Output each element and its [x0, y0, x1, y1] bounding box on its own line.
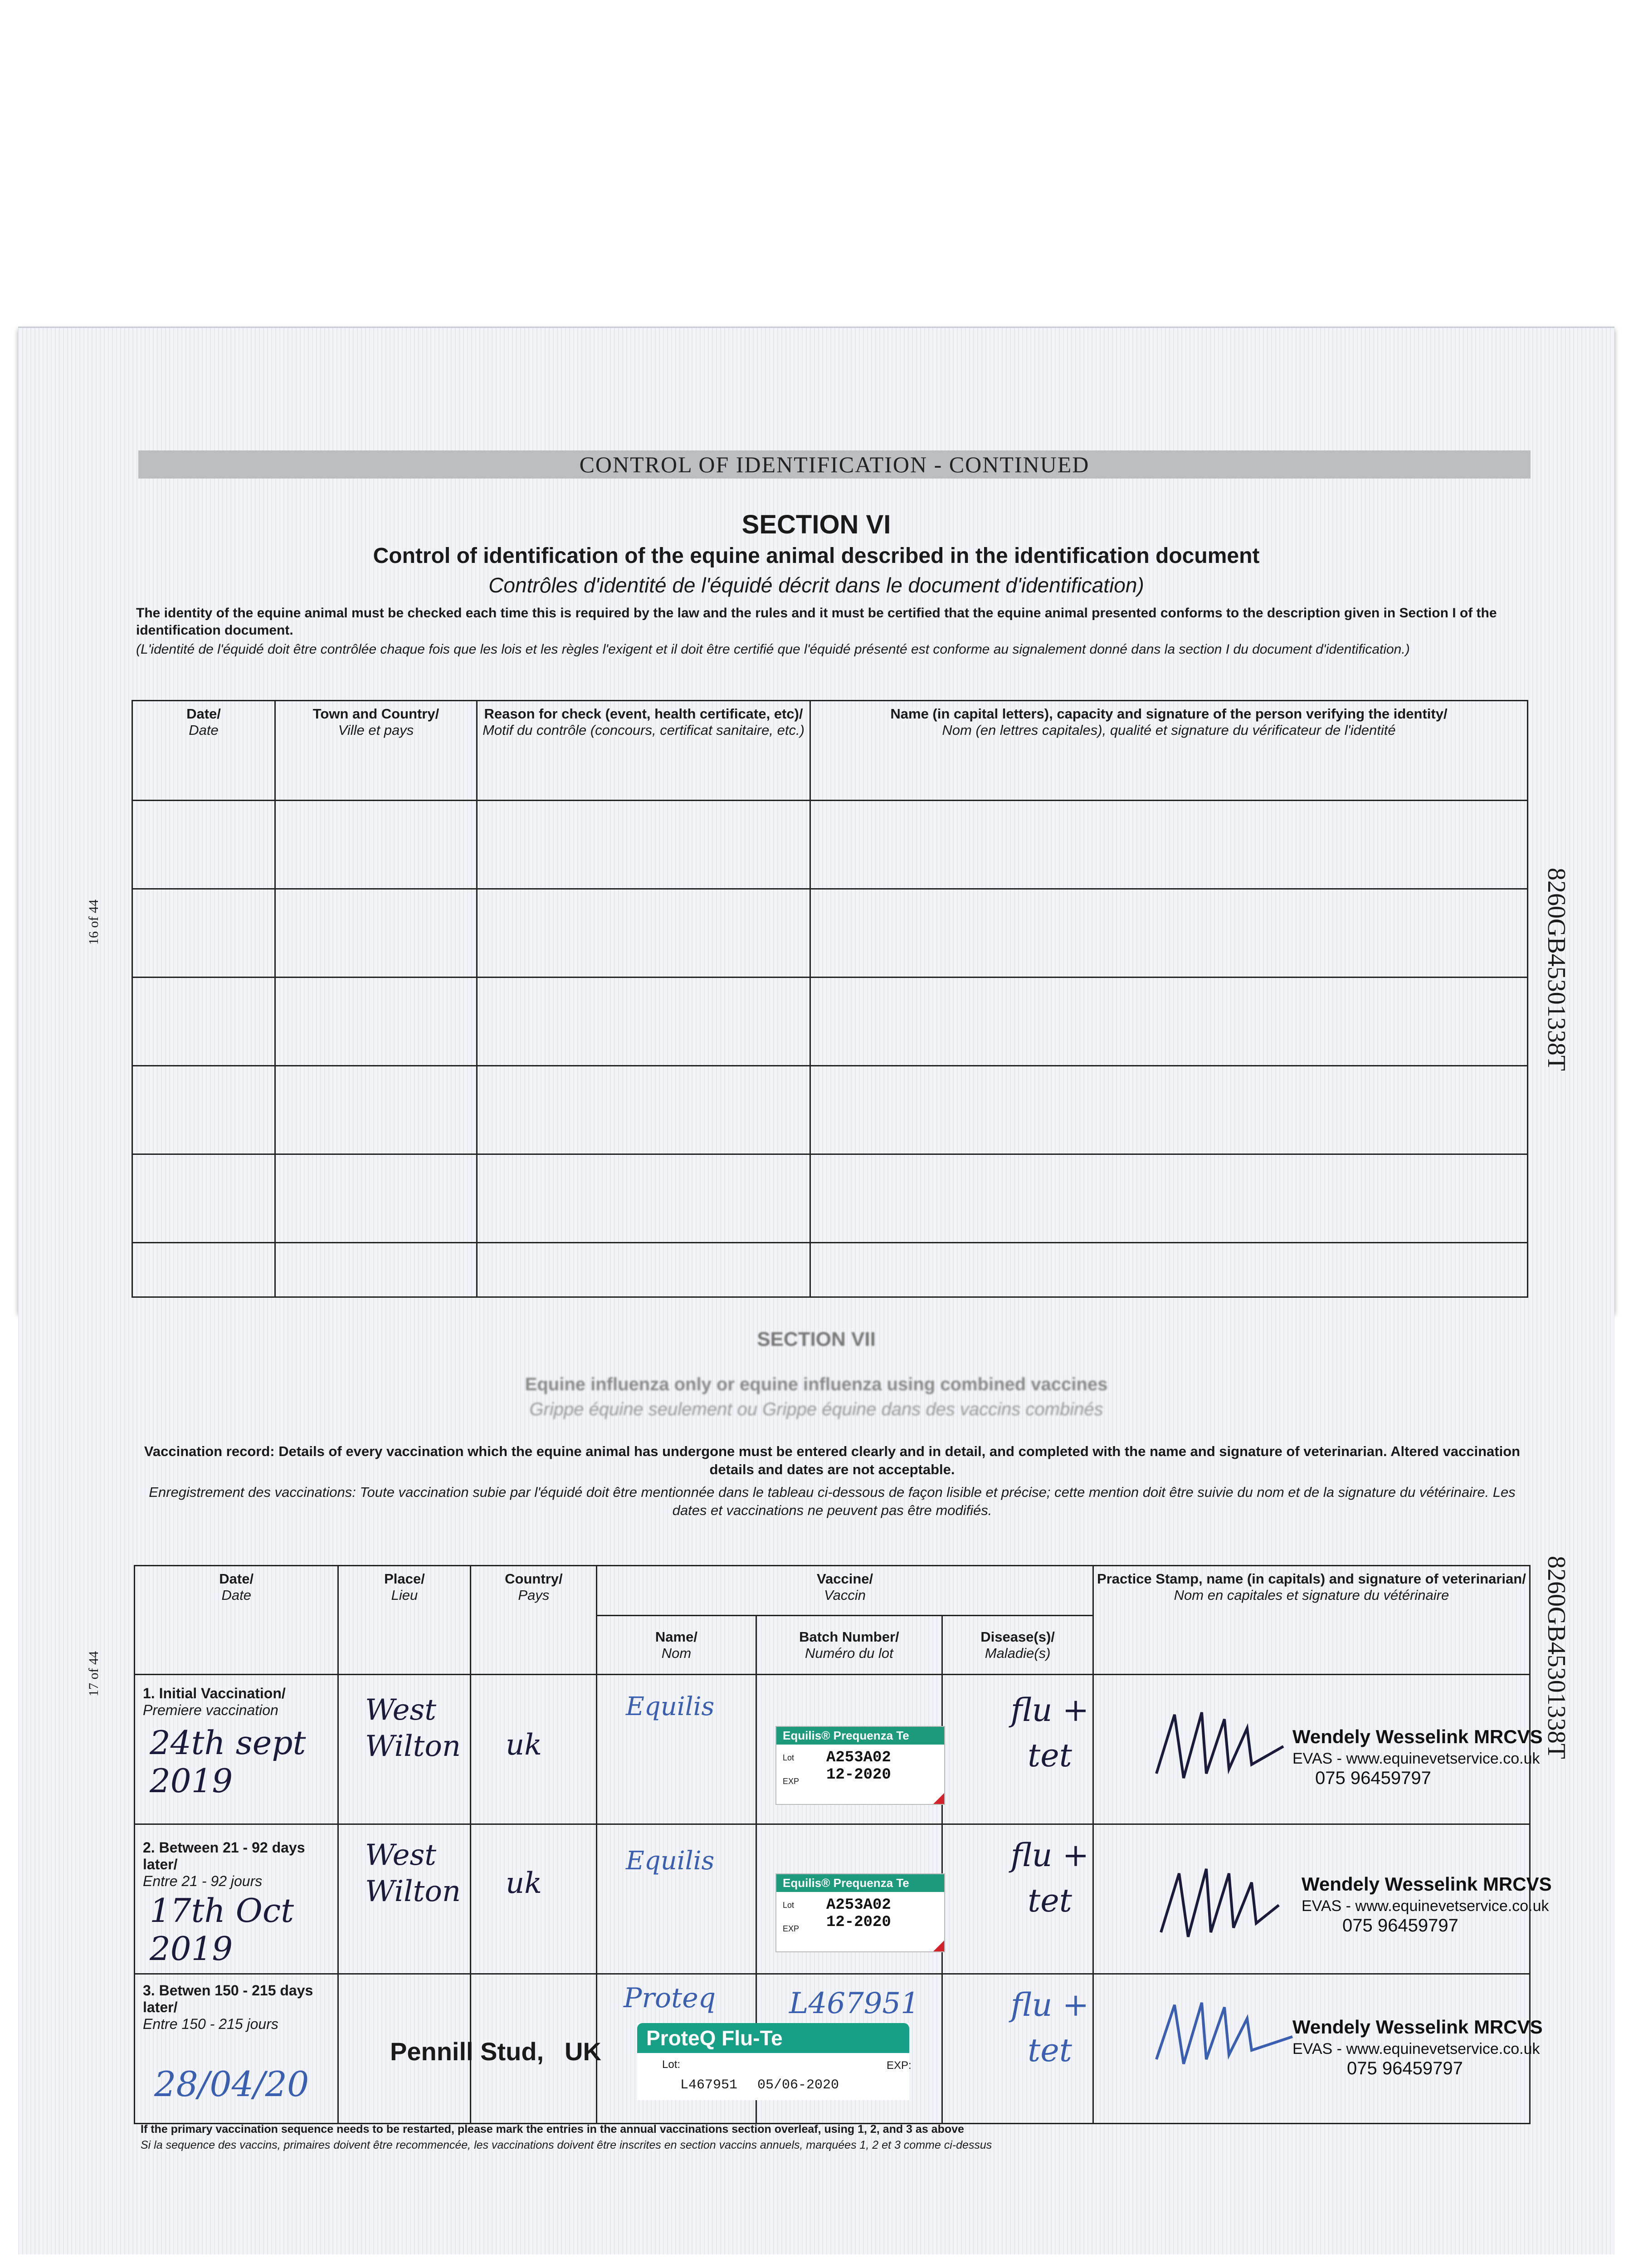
row-1-label: 1. Initial Vaccination/ Premiere vaccination	[143, 1685, 286, 1718]
row-3-signature	[1147, 1991, 1297, 2073]
row-2-date: 17th Oct 2019	[150, 1892, 294, 1968]
footnote: If the primary vaccination sequence needs to be restarted, please mark the entries in the annual vaccinations section overleaf, using 1, 2, and 3 as above	[141, 2123, 964, 2136]
row-2-country: uk	[506, 1867, 542, 1900]
row-2-signature	[1147, 1855, 1288, 1946]
col-header-name: Name/ Nom	[597, 1616, 756, 1675]
row-1-batch-sticker: Equilis® Prequenza Te Lot EXP A253A02 12-2020	[775, 1726, 945, 1805]
page-title-fr: Contrôles d'identité de l'équidé décrit dans le document d'identification)	[488, 573, 1144, 597]
section-title: SECTION VI	[741, 510, 891, 539]
row-3-label: 3. Betwen 150 - 215 days later/ Entre 150 - 215 jours	[143, 1982, 313, 2032]
row-1-disease: flu + tet	[1010, 1691, 1089, 1774]
row-3-vaccine-name: Proteq	[624, 1982, 716, 2014]
page-16	[18, 327, 1614, 1312]
table-row	[132, 801, 1528, 889]
table-row	[132, 1066, 1528, 1154]
identity-check-table	[132, 700, 1528, 1298]
col-header-batch: Batch Number/ Numéro du lot	[756, 1616, 942, 1675]
row-1-signature	[1147, 1701, 1288, 1792]
page-title: Equine influenza only or equine influenza using combined vaccines	[525, 1374, 1108, 1394]
intro-text: Vaccination record: Details of every vaccination which the equine animal has undergone must be entered clearly and in detail, and completed with the name and signature of veterinarian. Altered vaccination details and dates are not acceptable.	[144, 1443, 1521, 1477]
col-header-country: Country/ Pays	[471, 1566, 597, 1675]
row-3-disease: flu + tet	[1010, 1986, 1089, 2069]
col-header-disease: Disease(s)/ Maladie(s)	[942, 1616, 1093, 1675]
row-2-place: West Wilton	[365, 1838, 461, 1908]
row-2-label: 2. Between 21 - 92 days later/ Entre 21 - 92 jours	[143, 1839, 305, 1889]
table-row	[132, 889, 1528, 978]
row-3-vet-stamp: Wendely Wesselink MRCVS EVAS - www.equinevetservice.co.uk 075 96459797	[1292, 2016, 1543, 2078]
intro-text-fr: Enregistrement des vaccinations: Toute vaccination subie par l'équidé doit être mentionnée dans le tableau ci-dessous de façon lisible et précise; cette mention doit être suivie du nom et de la signature du vétérinaire. Les dates et vaccinations ne peuvent pas être modifiés.	[149, 1484, 1516, 1518]
col-header-verifier: Name (in capital letters), capacity and signature of the person verifying the identity/ Nom (en lettres capitales), qualité et signature du vérificateur de l'identité	[810, 701, 1528, 801]
row-1-date: 24th sept 2019	[150, 1724, 306, 1800]
table-row	[132, 978, 1528, 1066]
page-number: 16 of 44	[86, 899, 101, 945]
col-header-date: Date/ Date	[132, 701, 275, 801]
col-header-reason: Reason for check (event, health certificate, etc)/ Motif du contrôle (concours, certificat sanitaire, etc.)	[477, 701, 810, 801]
row-3-batch-sticker: ProteQ Flu-Te Lot: EXP: L467951 05/06-2020	[637, 2023, 909, 2100]
document-id: 8260GB45301338T	[1542, 868, 1570, 1071]
row-3-place: Pennill Stud,	[390, 2037, 544, 2066]
col-header-vaccine: Vaccine/ Vaccin	[597, 1566, 1093, 1616]
col-header-place: Place/ Lieu	[338, 1566, 471, 1675]
footnote-fr: Si la sequence des vaccins, primaires doivent être recommencée, les vaccinations doivent être inscrites en section vaccins annuels, marquées 1, 2 et 3 comme ci-dessus	[141, 2139, 992, 2151]
document-id: 8260GB45301338T	[1542, 1556, 1570, 1759]
row-1-country: uk	[506, 1728, 542, 1762]
intro-text-fr: (L'identité de l'équidé doit être contrôlée chaque fois que les lois et les règles l'exigent et il doit être certifié que l'équidé présenté est conforme au signalement donné dans la section I du document d'identification.)	[136, 642, 1410, 657]
page-title: Control of identification of the equine animal described in the identification document	[373, 544, 1260, 568]
section-banner: CONTROL OF IDENTIFICATION - CONTINUED	[138, 450, 1531, 479]
section-title: SECTION VII	[757, 1328, 876, 1350]
row-3-batch-handwritten: L467951	[789, 1987, 919, 2020]
row-2-disease: flu + tet	[1010, 1837, 1089, 1919]
row-2-vet-stamp: Wendely Wesselink MRCVS EVAS - www.equinevetservice.co.uk 075 96459797	[1302, 1873, 1552, 1936]
page-title-fr: Grippe équine seulement ou Grippe équine dans des vaccins combinés	[529, 1399, 1103, 1419]
row-1-place: West Wilton	[365, 1693, 461, 1763]
row-2-vaccine-name: Equilis	[626, 1846, 715, 1876]
col-header-date: Date/ Date	[135, 1566, 338, 1675]
page-number: 17 of 44	[86, 1651, 101, 1696]
row-1-vaccine-name: Equilis	[626, 1692, 715, 1721]
intro-text: The identity of the equine animal must be checked each time this is required by the law and the rules and it must be certified that the equine animal presented conforms to the description given in Section I of the identification document.	[136, 606, 1497, 638]
table-row	[132, 1243, 1528, 1297]
page-17	[18, 1311, 1614, 2254]
row-1-vet-stamp: Wendely Wesselink MRCVS EVAS - www.equinevetservice.co.uk 075 96459797	[1292, 1726, 1543, 1788]
col-header-town: Town and Country/ Ville et pays	[275, 701, 477, 801]
row-3-country: UK	[565, 2037, 601, 2066]
row-2-batch-sticker: Equilis® Prequenza Te Lot EXP A253A02 12-2020	[775, 1873, 945, 1952]
table-row	[132, 1154, 1528, 1243]
row-3-date: 28/04/20	[154, 2064, 309, 2104]
col-header-vet: Practice Stamp, name (in capitals) and signature of veterinarian/ Nom en capitales et signature du vétérinaire	[1093, 1566, 1530, 1675]
